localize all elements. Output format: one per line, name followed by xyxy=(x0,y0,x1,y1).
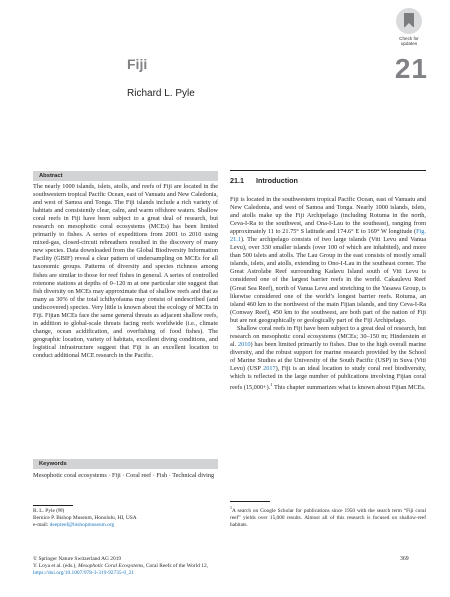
chapter-number: 21 xyxy=(394,53,428,84)
check-for-updates-badge[interactable] xyxy=(389,8,429,48)
paragraph: Shallow coral reefs in Fiji have been subject to a great deal of research, but research on mesophotic coral ecosystems (MCEs; 30–150 m; Hinderstein et al. 2010) has been limited primarily to fishes. Due to the high overall marine diversity, and the robust support for marine research provided by the School of Marine Studies at the University of the South Pacific (USP) in Suva (Viti Levu) (USP 2017), Fiji is an ideal location to study coral reef biodiversity, which is reflected in the large number of publications involving Fijian coral reefs (15,000+).$^1$ This chapter summarizes what is known about Fijian MCEs. xyxy=(230,324,427,392)
affiliation-rule xyxy=(33,505,73,506)
author-name: R. L. Pyle (✉) xyxy=(33,508,65,514)
bookmark-icon xyxy=(396,8,422,34)
copyright-block: © Springer Nature Switzerland AG 2019 Y. Loya et al. (eds.), Mesophotic Coral Ecosystems, Coral Reefs of the World 12, https://doi.org/10.1007/978-3-319-92735-0_21 xyxy=(33,556,393,577)
author: Richard L. Pyle xyxy=(127,88,195,99)
abstract-heading: Abstract xyxy=(33,171,218,181)
keywords-heading: Keywords xyxy=(33,459,218,469)
email-link[interactable]: deepreef@bishopmuseum.org xyxy=(49,522,115,528)
section-title: Introduction xyxy=(256,176,298,185)
keywords-text: Mesophotic coral ecosystems · Fiji · Coral reef · Fish · Technical diving xyxy=(33,472,215,479)
affiliation: R. L. Pyle (✉) Bernice P. Bishop Museum, Honolulu, HI, USA e-mail: deepreef@bishopmuseum.org xyxy=(33,508,218,529)
section-heading xyxy=(230,170,426,185)
abstract-text: The nearly 1000 islands, islets, atolls, and reefs of Fiji are located in the southwestern tropical Pacific Ocean, east of Vanuatu and New Caledonia, and west of Samoa and Tonga. The Fiji islands include a rich variety of habitats and consistently clear, calm, and warm offshore waters. Shallow coral reefs in Fiji have been subject to a great deal of research, but research on mesophotic coral ecosystems (MCEs) has been limited primarily to fishes. A series of expeditions from 2001 to 2010 using mixed-gas, closed-circuit rebreathers resulted in the discovery of many new species. Data downloaded from the Global Biodiversity Information Facility (GBIF) reveal a clear pattern of undersampling on MCEs for all taxonomic groups. Patterns of diversity and species richness among fishes are similar to those for reef fishes in general. A series of controlled rotenone stations at depths of 0–120 m at one particular site suggest that fish diversity on MCEs may approximate that of shallow reefs and that as many as 30% of the total ichthyofauna may consist of undescribed (and undiscovered) species. Very little is known about the ecology of MCEs in Fiji. Fijian MCEs face the same general threats as adjacent shallow reefs, in addition to global-scale threats facing reefs worldwide (i.e., climate change, ocean acidification, and overfishing of food fishes). The geographic location, variety of habitats, excellent diving conditions, and logistical infrastructure suggest that Fiji is an excellent location to conduct additional MCE research in the Pacific. xyxy=(33,183,218,359)
footnote-rule xyxy=(230,501,270,502)
institution: Bernice P. Bishop Museum, Honolulu, HI, USA xyxy=(33,515,137,521)
section-number: 21.1 xyxy=(230,176,244,185)
chapter-title: Fiji xyxy=(127,56,148,72)
paragraph: Fiji is located in the southwestern tropical Pacific Ocean, east of Vanuatu and New Caledonia, and west of Samoa and Tonga. Nearly 1000 islands, islets, and atolls make up the Fiji Archipelago (including Rotuma in the north, Ceva-I-Ra to the southwest, and Ona-I-Lau to the southeast), ranging from approximately 11 to 21.75° S latitude and 174.6° E to 169° W longitude (Fig. 21.1). The archipelago consists of two large islands (Viti Levu and Vanua Levu), over 330 smaller islands (over 100 of which are inhabited), and more than 500 islets and atolls. The Lau Group in the east consists of mostly small islands, islets, and atolls, extending to Ono-I-Lau in the southeast corner. The Great Astrolabe Reef surrounding Kadavu Island south of Viti Levu is considered one of the largest barrier reefs in the world. Cakaulevu Reef (Great Sea Reef), north of Vanua Levu and stretching to the Yasawa Group, is likewise considered one of the world’s longest barrier reefs. Rotuma, an island 460 km to the northwest of the main Fijian islands, and tiny Ceva-I-Ra (Conway Reef), 450 km to the southwest, are both part of the nation of Fiji but are not geographically or geologically part of the Fiji Archipelago. xyxy=(230,196,426,324)
citation-link[interactable]: 2010 xyxy=(237,340,251,348)
doi-link[interactable]: https://doi.org/10.1007/978-3-319-92735-0_21 xyxy=(33,570,135,576)
section-body xyxy=(230,196,426,392)
footnote: $^1$A search on Google Scholar for publications since 1950 with the search term “Fiji coral reef” yields over 15,000 results. Almost all of this research is focused on shallow-reef habitats. xyxy=(230,505,426,528)
badge-label: Check for updates xyxy=(399,36,419,46)
figure-link[interactable]: Fig. 21.1 xyxy=(230,228,426,244)
footnote-ref[interactable]: 1 xyxy=(270,382,273,388)
page-number: 369 xyxy=(400,556,409,562)
citation-link[interactable]: 2017 xyxy=(263,364,276,372)
